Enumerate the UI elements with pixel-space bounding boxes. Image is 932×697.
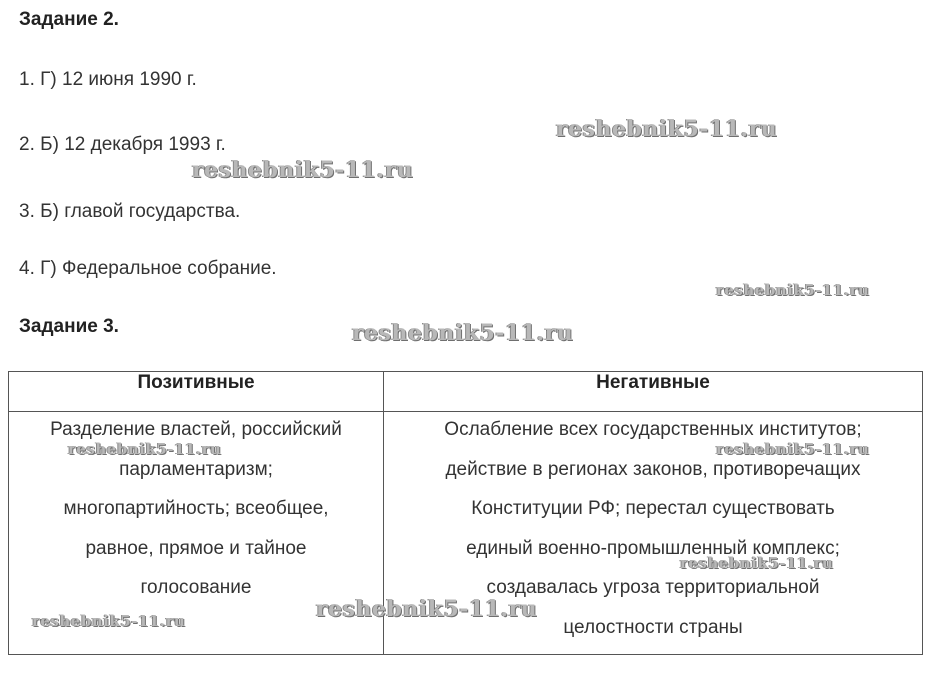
watermark: reshebnik5-11.ru [352, 320, 574, 346]
negative-cell [384, 412, 923, 655]
watermark: reshebnik5-11.ru [192, 157, 414, 183]
task3-heading: Задание 3. [19, 316, 119, 337]
negative-line: Конституции РФ; перестал существовать [471, 498, 835, 519]
task2-answer-3: 3. Б) главой государства. [19, 201, 241, 222]
watermark: reshebnik5-11.ru [68, 440, 222, 458]
watermark: reshebnik5-11.ru [716, 440, 870, 458]
negative-line: единый военно-промышленный комплекс; [466, 537, 840, 559]
column-header-negative: Негативные [384, 372, 923, 412]
watermark: reshebnik5-11.ru [716, 281, 870, 299]
watermark: reshebnik5-11.ru [316, 596, 538, 622]
negative-line: целостности страны [563, 616, 743, 638]
positive-line: парламентаризм; [119, 458, 273, 480]
task2-answer-4: 4. Г) Федеральное собрание. [19, 258, 277, 279]
negative-line: Ослабление всех государственных институтов; [444, 419, 862, 440]
column-header-positive: Позитивные [9, 372, 384, 412]
comparison-table [8, 371, 923, 655]
task2-answer-2: 2. Б) 12 декабря 1993 г. [19, 134, 226, 155]
positive-cell [9, 412, 384, 655]
task2-answer-1: 1. Г) 12 июня 1990 г. [19, 69, 197, 90]
watermark: reshebnik5-11.ru [680, 554, 834, 572]
task2-heading: Задание 2. [19, 9, 119, 30]
negative-line: действие в регионах законов, противоречащих [445, 458, 861, 480]
positive-line: Разделение властей, российский [50, 419, 342, 440]
watermark: reshebnik5-11.ru [556, 116, 778, 142]
negative-line: создавалась угроза территориальной [486, 577, 820, 598]
positive-line: голосование [140, 577, 252, 598]
table-header-row [9, 372, 923, 412]
table-row [9, 412, 923, 655]
positive-line: многопартийность; всеобщее, [63, 498, 329, 519]
positive-line: равное, прямое и тайное [85, 537, 307, 559]
watermark: reshebnik5-11.ru [32, 612, 186, 630]
